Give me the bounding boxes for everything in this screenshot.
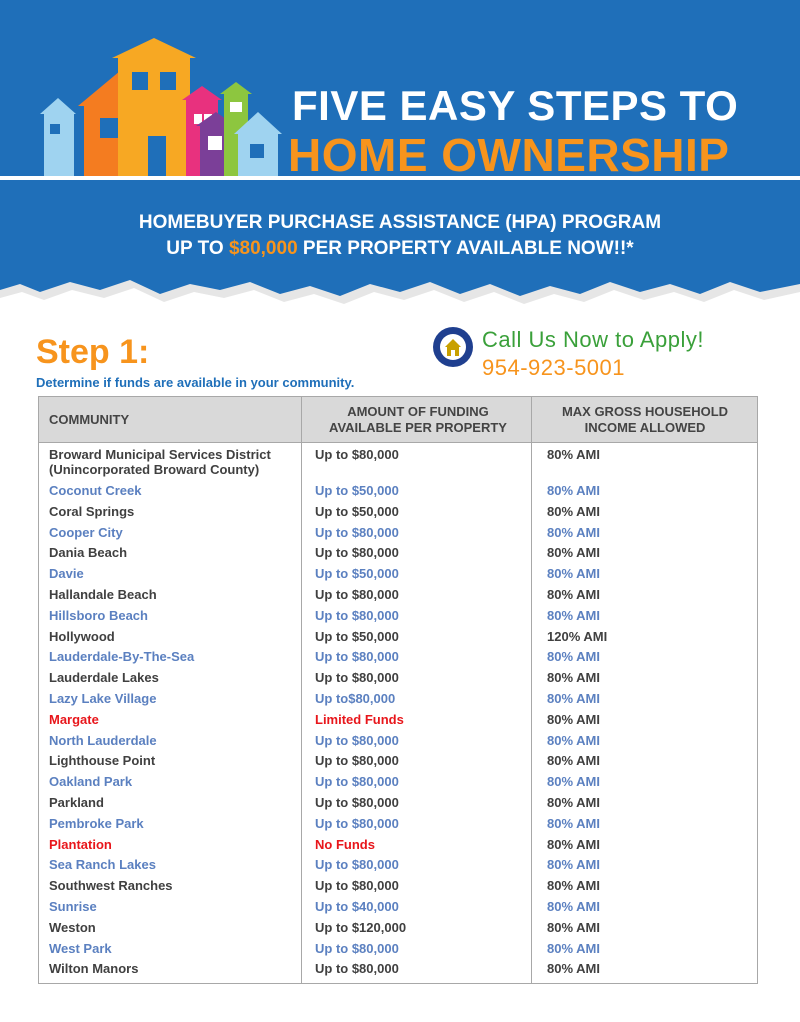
table-row: [39, 587, 757, 608]
community-name: Lauderdale Lakes: [49, 670, 159, 686]
cell-funding: Up to $80,000: [315, 815, 399, 831]
phone-number[interactable]: 954-923-5001: [482, 355, 626, 380]
community-name: Southwest Ranches: [49, 878, 173, 894]
community-name: North Lauderdale: [49, 732, 157, 748]
table-header: [39, 397, 757, 443]
community-name: Hillsboro Beach: [49, 607, 148, 623]
cell-income: 80% AMI: [547, 815, 600, 831]
subtitle-suffix: PER PROPERTY AVAILABLE NOW!!*: [302, 238, 634, 259]
table-row: [39, 483, 757, 504]
cell-funding: Up to $80,000: [315, 753, 399, 769]
cell-community: [49, 504, 134, 519]
cell-funding: Up to $120,000: [315, 919, 407, 935]
cell-funding: Up to $50,000: [315, 628, 399, 644]
community-name: Sea Ranch Lakes: [49, 857, 156, 873]
cell-funding: No Funds: [315, 836, 375, 852]
page-title-line1: FIVE EASY STEPS TO: [292, 82, 739, 129]
table-row: [39, 545, 757, 566]
table-row: [39, 941, 757, 962]
cell-funding: Up to $80,000: [315, 447, 399, 462]
cell-community: [49, 649, 194, 664]
community-name: Sunrise: [49, 898, 97, 914]
cell-community: [49, 733, 157, 748]
cell-funding: Up to $80,000: [315, 524, 399, 540]
header-funding-line1: AMOUNT OF FUNDING: [347, 403, 489, 419]
community-name: Coral Springs: [49, 503, 135, 519]
header-income-line1: MAX GROSS HOUSEHOLD: [561, 403, 729, 419]
cell-community: [49, 899, 97, 914]
cell-funding: Up to $40,000: [315, 898, 399, 914]
cell-income: 80% AMI: [547, 774, 600, 790]
header-funding-line2: AVAILABLE PER PROPERTY: [329, 419, 507, 435]
cell-income: 80% AMI: [547, 753, 600, 769]
community-name: Dania Beach: [49, 545, 128, 561]
cell-funding: Up to $80,000: [315, 545, 399, 561]
cell-funding: Up to $80,000: [315, 586, 399, 602]
community-name: Lazy Lake Village: [49, 690, 157, 706]
table-row: [39, 795, 757, 816]
community-name: Broward Municipal Services District: [49, 447, 271, 462]
community-name: Lauderdale-By-The-Sea: [49, 649, 195, 665]
cell-community: [49, 566, 84, 581]
cell-community: [49, 691, 156, 706]
page-title-line2: HOME OWNERSHIP: [288, 129, 730, 181]
community-name: Hallandale Beach: [49, 586, 157, 602]
cell-community: [49, 545, 127, 560]
cell-funding: Up to $80,000: [315, 774, 399, 790]
cell-income: 80% AMI: [547, 732, 600, 748]
community-name: Coconut Creek: [49, 483, 142, 498]
cell-income: 80% AMI: [547, 940, 600, 956]
cell-funding: Up to$80,000: [315, 690, 396, 706]
cell-community: [49, 483, 141, 498]
table-row: [39, 878, 757, 899]
cell-funding: Up to $50,000: [315, 566, 399, 582]
cell-income: 80% AMI: [547, 649, 600, 665]
funding-table: [38, 396, 758, 984]
community-name: Oakland Park: [49, 774, 133, 790]
hero-banner: [0, 0, 800, 320]
table-row: [39, 629, 757, 650]
program-subtitle-line2: [0, 238, 800, 260]
call-to-action: Call Us Now to Apply!: [482, 327, 705, 352]
table-row: [39, 525, 757, 546]
table-row: [39, 920, 757, 941]
cell-community: [49, 608, 148, 623]
cell-income: 80% AMI: [547, 898, 600, 914]
table-row: [39, 837, 757, 858]
table-body: [39, 447, 757, 982]
community-name: Lighthouse Point: [49, 753, 156, 769]
community-name: West Park: [49, 940, 112, 956]
cell-funding: Up to $50,000: [315, 483, 399, 498]
cell-income: 80% AMI: [547, 447, 600, 462]
cell-community: [49, 816, 144, 831]
cell-community: [49, 774, 132, 789]
step-description: Determine if funds are available in your community.: [36, 375, 355, 390]
table-row: [39, 712, 757, 733]
cell-funding: Up to $80,000: [315, 649, 399, 665]
community-name: Pembroke Park: [49, 815, 144, 831]
cell-funding: Up to $80,000: [315, 857, 399, 873]
header-funding: [303, 397, 533, 442]
community-name-line2: (Unincorporated Broward County): [49, 462, 260, 477]
cell-income: 80% AMI: [547, 607, 600, 623]
cell-community: [49, 941, 112, 956]
table-row: [39, 733, 757, 754]
table-row: [39, 691, 757, 712]
cell-community: [49, 447, 271, 477]
cell-community: [49, 712, 99, 727]
cell-income: 80% AMI: [547, 857, 600, 873]
cell-income: 120% AMI: [547, 628, 608, 644]
table-row: [39, 608, 757, 629]
table-row: [39, 857, 757, 878]
community-name: Davie: [49, 566, 84, 582]
cell-community: [49, 857, 156, 872]
header-income-line2: INCOME ALLOWED: [584, 419, 706, 435]
table-row: [39, 447, 757, 483]
cell-community: [49, 878, 173, 893]
header-income: [533, 397, 757, 442]
subtitle-prefix: UP TO: [166, 238, 224, 259]
cell-income: 80% AMI: [547, 961, 600, 977]
subtitle-amount: $80,000: [228, 238, 298, 259]
cell-income: 80% AMI: [547, 711, 600, 727]
table-row: [39, 670, 757, 691]
community-name: Weston: [49, 919, 96, 935]
cell-income: 80% AMI: [547, 586, 600, 602]
cell-community: [49, 837, 112, 852]
community-name: Parkland: [49, 794, 104, 810]
cell-community: [49, 670, 159, 685]
header-community: COMMUNITY: [49, 411, 130, 427]
cell-community: [49, 795, 104, 810]
community-name: Wilton Manors: [49, 961, 139, 977]
cell-income: 80% AMI: [547, 919, 600, 935]
cell-community: [49, 920, 96, 935]
table-row: [39, 566, 757, 587]
cell-funding: Up to $80,000: [315, 961, 399, 977]
cell-community: [49, 587, 157, 602]
torn-paper-edge: [0, 270, 800, 320]
cell-income: 80% AMI: [547, 503, 600, 519]
cell-funding: Up to $50,000: [315, 503, 399, 519]
community-name: Hollywood: [49, 628, 115, 644]
cell-income: 80% AMI: [547, 836, 600, 852]
cell-funding: Up to $80,000: [315, 670, 399, 686]
cell-income: 80% AMI: [547, 794, 600, 810]
housing-authority-seal-icon: [432, 326, 474, 368]
community-name: Cooper City: [49, 524, 123, 540]
cell-income: 80% AMI: [547, 524, 600, 540]
program-subtitle-line1: HOMEBUYER PURCHASE ASSISTANCE (HPA) PROGRAM: [138, 212, 662, 233]
cell-income: 80% AMI: [547, 690, 600, 706]
cell-funding: Up to $80,000: [315, 732, 399, 748]
community-name: Plantation: [49, 836, 112, 852]
community-name: Margate: [49, 711, 99, 727]
table-row: [39, 816, 757, 837]
cell-funding: Up to $80,000: [315, 607, 399, 623]
cell-funding: Limited Funds: [315, 711, 404, 727]
table-row: [39, 774, 757, 795]
cell-funding: Up to $80,000: [315, 940, 399, 956]
cell-income: 80% AMI: [547, 670, 600, 686]
table-row: [39, 899, 757, 920]
cell-community: [49, 753, 155, 768]
cell-income: 80% AMI: [547, 566, 600, 582]
cell-community: [49, 525, 123, 540]
cell-funding: Up to $80,000: [315, 878, 399, 894]
cell-community: [49, 961, 138, 976]
cell-funding: Up to $80,000: [315, 794, 399, 810]
cell-income: 80% AMI: [547, 545, 600, 561]
table-row: [39, 649, 757, 670]
cell-community: [49, 629, 115, 644]
table-row: [39, 961, 757, 982]
cell-income: 80% AMI: [547, 878, 600, 894]
table-row: [39, 753, 757, 774]
cell-income: 80% AMI: [547, 483, 600, 498]
table-row: [39, 504, 757, 525]
step-title: Step 1:: [36, 333, 150, 371]
houses-illustration-icon: [36, 36, 286, 181]
